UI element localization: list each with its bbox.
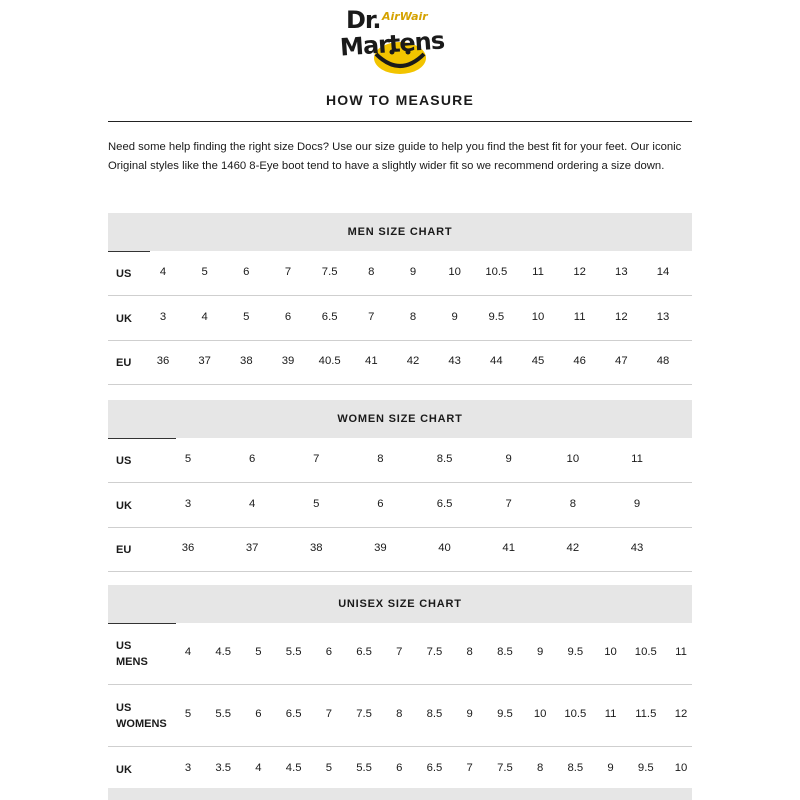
size-cell: 4.5 <box>215 646 232 658</box>
size-cell: 3.5 <box>215 762 232 774</box>
size-cell: 6 <box>243 265 250 278</box>
row-label: EU <box>116 544 132 556</box>
row-label: UK <box>116 499 132 512</box>
next-chart-header-strip <box>108 788 692 800</box>
size-cell: 41 <box>365 355 378 367</box>
size-cell: 8.5 <box>497 646 513 658</box>
size-cell: 3 <box>184 497 192 510</box>
size-cell: 37 <box>198 355 211 367</box>
row-label: US MENS <box>116 640 148 668</box>
size-cell: 9.5 <box>637 762 654 774</box>
size-cell: 6 <box>284 310 292 323</box>
size-cell: 37 <box>245 542 259 554</box>
size-cell: 10 <box>533 708 547 720</box>
brand-name-line2: Martens <box>339 26 445 62</box>
table-row <box>108 528 692 572</box>
size-cell: 46 <box>573 355 586 367</box>
size-cell: 7 <box>466 762 473 774</box>
size-cell: 4 <box>248 497 256 510</box>
size-cell: 11 <box>604 708 617 720</box>
size-cell: 43 <box>630 542 644 554</box>
size-cell: 12 <box>674 708 688 720</box>
size-cell: 9.5 <box>567 646 584 658</box>
size-chart-3 <box>108 585 692 793</box>
size-cell: 47 <box>615 355 628 367</box>
table-row <box>108 341 692 385</box>
size-cell: 5 <box>184 708 192 720</box>
size-cell: 6 <box>255 708 262 720</box>
size-cell: 10 <box>566 452 580 465</box>
size-cell: 5.5 <box>285 646 302 658</box>
size-cell: 12 <box>615 310 628 323</box>
brand-name-line1: Dr. <box>346 6 381 34</box>
intro-paragraph: Need some help finding the right size Docs? Use our size guide to help you find the best fit for your feet. Our iconic Original styles like the 1460 8-Eye boot tend to have a slightly wider fit so we recommend ordering a size down. <box>108 141 682 172</box>
size-cell: 8 <box>536 762 544 774</box>
size-chart-1 <box>108 213 692 385</box>
size-cell: 7.5 <box>356 708 372 720</box>
size-cell: 7.5 <box>497 762 513 774</box>
row-label: UK <box>116 764 132 776</box>
row-label: US WOMENS <box>116 702 167 730</box>
size-cell: 7 <box>325 708 332 720</box>
size-cell: 5 <box>184 452 192 465</box>
size-cell: 14 <box>656 265 670 278</box>
size-cell: 11 <box>573 310 586 323</box>
size-cell: 12 <box>573 265 586 278</box>
size-cell: 8 <box>409 310 417 323</box>
size-cell: 38 <box>240 355 253 367</box>
size-cell: 39 <box>374 542 387 554</box>
size-cell: 10 <box>604 646 617 658</box>
chart-title: MEN SIZE CHART <box>108 213 692 251</box>
size-cell: 48 <box>656 355 670 367</box>
table-row <box>108 747 692 793</box>
brand-logo[interactable] <box>336 2 466 82</box>
size-cell: 7 <box>368 310 375 323</box>
size-cell: 7.5 <box>321 265 338 278</box>
row-label: US <box>116 267 132 280</box>
size-cell: 6 <box>325 646 332 658</box>
size-cell: 11.5 <box>635 708 657 720</box>
size-cell: 10.5 <box>485 265 508 278</box>
size-cell: 7 <box>505 497 512 510</box>
size-cell: 11 <box>532 265 544 278</box>
size-cell: 7 <box>396 646 403 658</box>
size-cell: 41 <box>502 542 515 554</box>
size-cell: 5.5 <box>215 708 232 720</box>
size-cell: 39 <box>281 355 295 367</box>
size-cell: 9.5 <box>497 708 513 720</box>
size-cell: 6.5 <box>321 310 338 323</box>
size-cell: 3 <box>184 762 192 774</box>
size-cell: 9 <box>505 452 512 465</box>
size-cell: 6 <box>377 497 384 510</box>
size-cell: 6 <box>396 762 403 774</box>
size-cell: 9 <box>633 497 641 510</box>
size-cell: 8.5 <box>567 762 584 774</box>
size-cell: 42 <box>406 355 420 367</box>
page-title: HOW TO MEASURE <box>326 92 474 108</box>
size-cell: 6 <box>248 452 256 465</box>
size-cell: 7 <box>284 265 292 278</box>
size-cell: 5 <box>313 497 320 510</box>
size-cell: 10 <box>448 265 461 278</box>
size-cell: 11 <box>631 452 643 465</box>
size-cell: 4 <box>184 646 192 658</box>
size-cell: 5 <box>255 646 262 658</box>
size-cell: 6.5 <box>285 708 302 720</box>
title-divider <box>108 121 692 122</box>
size-cell: 11 <box>675 646 687 658</box>
size-cell: 38 <box>309 542 323 554</box>
size-cell: 5.5 <box>356 762 372 774</box>
row-label: EU <box>116 357 132 369</box>
row-label: US <box>116 454 132 467</box>
size-cell: 6.5 <box>436 497 453 510</box>
table-row <box>108 685 692 747</box>
table-row <box>108 251 692 296</box>
size-cell: 4 <box>159 265 167 278</box>
size-cell: 4 <box>255 762 262 774</box>
size-cell: 9 <box>451 310 458 323</box>
table-row <box>108 623 692 685</box>
size-cell: 6.5 <box>356 646 372 658</box>
table-row <box>108 296 692 341</box>
size-cell: 5 <box>325 762 332 774</box>
size-cell: 40 <box>438 542 451 554</box>
size-cell: 42 <box>566 542 580 554</box>
row-label: UK <box>116 312 132 325</box>
size-cell: 10 <box>531 310 545 323</box>
size-cell: 9 <box>607 762 614 774</box>
size-cell: 9 <box>409 265 417 278</box>
size-cell: 5 <box>243 310 250 323</box>
size-cell: 43 <box>448 355 461 367</box>
size-cell: 4 <box>201 310 208 323</box>
size-cell: 5 <box>201 265 208 278</box>
table-row <box>108 438 692 483</box>
size-cell: 8.5 <box>426 708 443 720</box>
size-cell: 9 <box>536 646 544 658</box>
size-cell: 13 <box>615 265 628 278</box>
brand-tagline: AirWair <box>382 10 428 23</box>
chart-title: UNISEX SIZE CHART <box>108 585 692 623</box>
size-cell: 10 <box>674 762 688 774</box>
size-cell: 7 <box>313 452 320 465</box>
size-cell: 3 <box>159 310 167 323</box>
table-row <box>108 483 692 528</box>
size-cell: 10.5 <box>564 708 587 720</box>
size-cell: 8 <box>377 452 384 465</box>
size-cell: 45 <box>531 355 545 367</box>
size-cell: 8 <box>466 646 473 658</box>
size-cell: 6.5 <box>426 762 443 774</box>
size-cell: 8 <box>396 708 403 720</box>
size-cell: 9 <box>466 708 473 720</box>
size-cell: 8 <box>368 265 375 278</box>
size-cell: 9.5 <box>488 310 505 323</box>
size-chart-2 <box>108 400 692 572</box>
chart-title: WOMEN SIZE CHART <box>108 400 692 438</box>
size-cell: 36 <box>156 355 170 367</box>
size-cell: 13 <box>656 310 670 323</box>
size-cell: 8 <box>569 497 576 510</box>
size-cell: 10.5 <box>634 646 657 658</box>
size-cell: 4.5 <box>285 762 302 774</box>
size-cell: 7.5 <box>426 646 443 658</box>
size-cell: 8.5 <box>436 452 453 465</box>
size-cell: 44 <box>490 355 503 367</box>
size-cell: 36 <box>181 542 195 554</box>
size-cell: 40.5 <box>318 355 341 367</box>
